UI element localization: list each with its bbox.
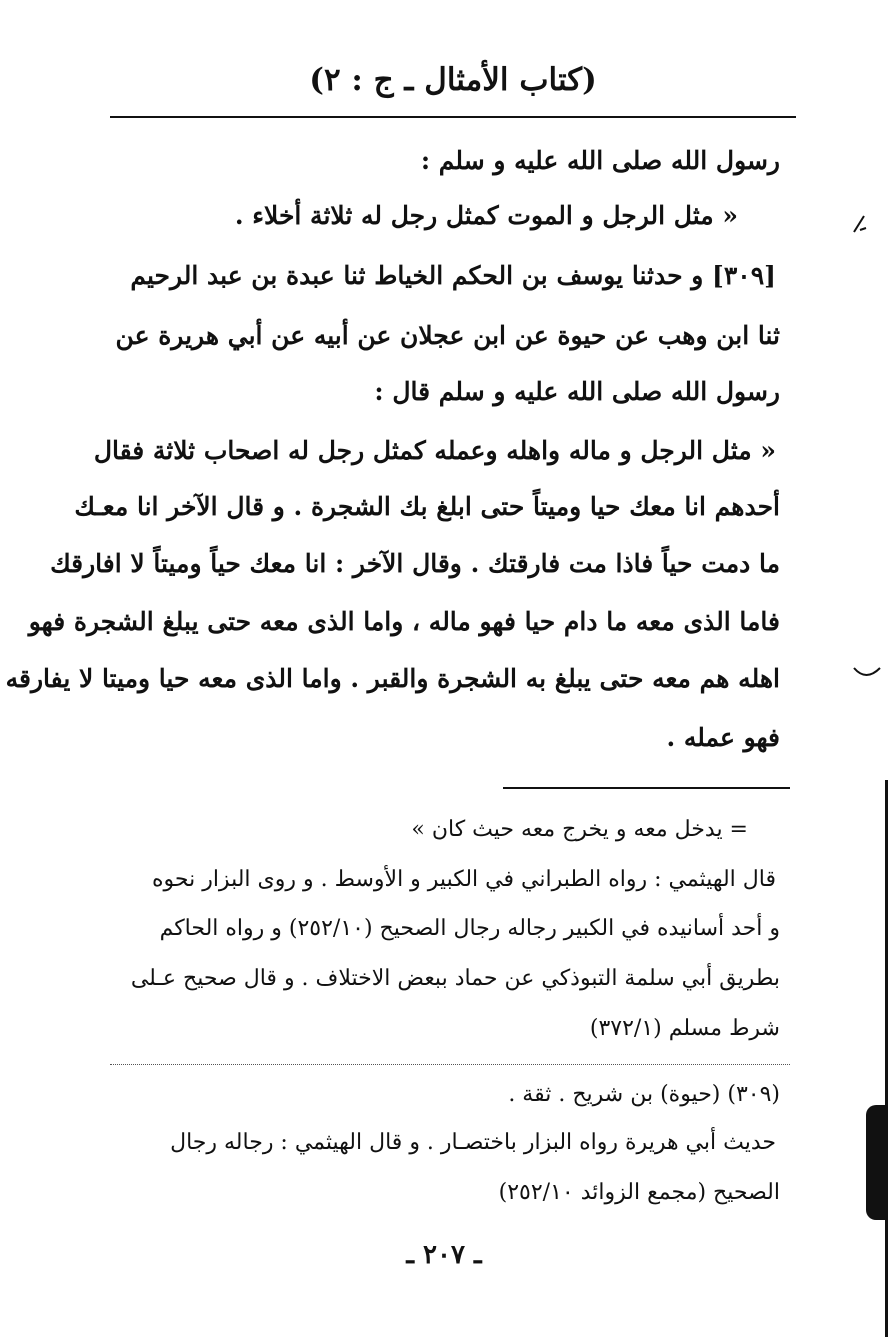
body-line: « مثل الرجل و الموت كمثل رجل له ثلاثة أخلاء .: [234, 201, 738, 230]
body-line: أحدهم انا معك حيا وميتاً حتى ابلغ بك الشجرة . و قال الآخر انا معـك: [74, 492, 780, 521]
body-line: ثنا ابن وهب عن حيوة عن ابن عجلان عن أبيه عن أبي هريرة عن: [115, 321, 780, 350]
footnote-line: قال الهيثمي : رواه الطبراني في الكبير و الأوسط . و روى البزار نحوه: [151, 867, 776, 892]
binding-clip: [866, 1105, 888, 1220]
running-header: (كتاب الأمثال ـ ج : ٢): [309, 62, 597, 98]
footnote-line: حديث أبي هريرة رواه البزار باختصـار . و قال الهيثمي : رجاله رجال: [170, 1130, 776, 1155]
footnote-line: الصحيح (مجمع الزوائد ٢٥٢/١٠): [498, 1180, 780, 1205]
margin-mark-icon: [852, 664, 884, 684]
hadith-number-line: [٣٠٩] و حدثنا يوسف بن الحكم الخياط ثنا عبدة بن عبد الرحيم: [130, 261, 776, 290]
footnote-line: شرط مسلم (٣٧٢/١): [589, 1016, 780, 1041]
body-line: « مثل الرجل و ماله واهله وعمله كمثل رجل له اصحاب ثلاثة فقال: [93, 436, 776, 465]
footnote-line: و أحد أسانيده في الكبير رجاله رجال الصحيح (٢٥٢/١٠) و رواه الحاكم: [159, 916, 780, 941]
body-line: اهله هم معه حتى يبلغ به الشجرة والقبر . واما الذى معه حيا وميتا لا يفارقه: [5, 664, 780, 693]
header-rule: [110, 116, 796, 118]
body-line: رسول الله صلى الله عليه و سلم :: [420, 146, 780, 175]
body-line: ما دمت حياً فاذا مت فارقتك . وقال الآخر : انا معك حياً وميتاً لا افارقك: [50, 549, 780, 578]
footnote-line: = يدخل معه و يخرج معه حيث كان »: [411, 817, 748, 842]
body-line: فهو عمله .: [666, 723, 780, 752]
body-line: رسول الله صلى الله عليه و سلم قال :: [374, 377, 780, 406]
footnote-line: بطريق أبي سلمة التبوذكي عن حماد ببعض الاختلاف . و قال صحيح عـلى: [130, 966, 780, 991]
footnote-separator: [110, 1064, 790, 1065]
page-number: ـ ٢٠٧ ـ: [406, 1240, 482, 1270]
margin-mark-icon: [850, 210, 870, 236]
footnote-line: (٣٠٩) (حيوة) بن شريح . ثقة .: [508, 1082, 780, 1107]
footnote-rule: [503, 787, 790, 789]
body-line: فاما الذى معه ما دام حيا فهو ماله ، واما الذى معه حتى يبلغ الشجرة فهو: [28, 607, 780, 636]
